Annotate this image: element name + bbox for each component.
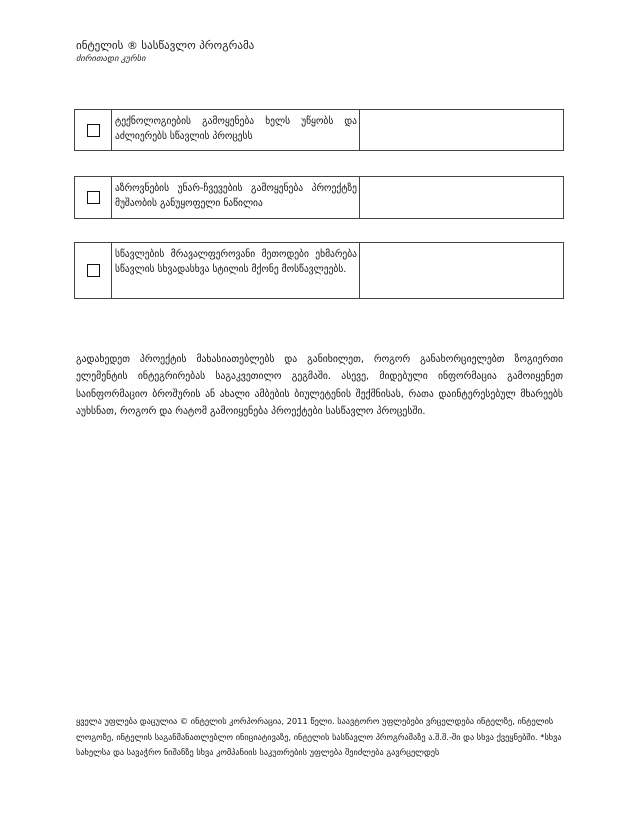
statement-text: სწავლების მრავალფეროვანი მეთოდები ეხმარება სწავლის სხვადასხვა სტილის მქონე მოსწავლეებს. [112,243,360,298]
checkbox-cell [75,243,112,298]
checkbox[interactable] [87,264,100,277]
checkbox-cell [75,177,112,218]
course-subtitle: ძირითადი კურსი [76,54,146,64]
document-header [76,38,254,66]
response-cell[interactable] [360,177,563,218]
checklist-row [74,176,564,219]
response-cell[interactable] [360,110,563,150]
checkbox[interactable] [87,124,100,137]
copyright-footer: ყველა უფლება დაცულია © ინტელის კორპორაცია, 2011 წელი. საავტორო უფლებები ვრცელდება ინტელზე, ინტელის ლოგოზე, ინტელის საგანმანათლებლო ინიციატივაზე, ინტელის სასწავლო პროგრამაზე ა.შ.შ.-ში და სხვა ქვეყნებში. *სხვა სახელსა და სავაჭრო ნიშანზე სხვა კომპანიის საკუთრების უფლება შეიძლება გავრცელდეს [76,716,562,757]
checklist-row [74,109,564,151]
checkbox[interactable] [87,191,100,204]
instructions-paragraph: გადახედეთ პროექტის მახასიათებლებს და განიხილეთ, როგორ განახორციელებთ ზოგიერთი ელემენტის ინტეგრირებას საგაკვეთილო გეგმაში. ასევე, მიდებული ინფორმაცია გამოიყენეთ საინფორმაციო ბროშურის ან ახალი ამბების ბიულეტენის შექმნისას, რათა დაინტერესებულ მხარეებს აუხსნათ, როგორ და რატომ გამოიყენება პროექტები სასწავლო პროცესში. [76,354,563,418]
program-title: ინტელის ® სასწავლო პროგრამა [76,39,255,52]
statement-text: ტექნოლოგიების გამოყენება ხელს უწყობს და აძლიერებს სწავლის პროცესს [112,110,360,150]
response-cell[interactable] [360,243,563,298]
checkbox-cell [75,110,112,150]
checklist-row [74,242,564,299]
statement-text: აზროვნების უნარ-ჩვევების გამოყენება პროექტზე მუშაობის განუყოფელი ნაწილია [112,177,360,218]
